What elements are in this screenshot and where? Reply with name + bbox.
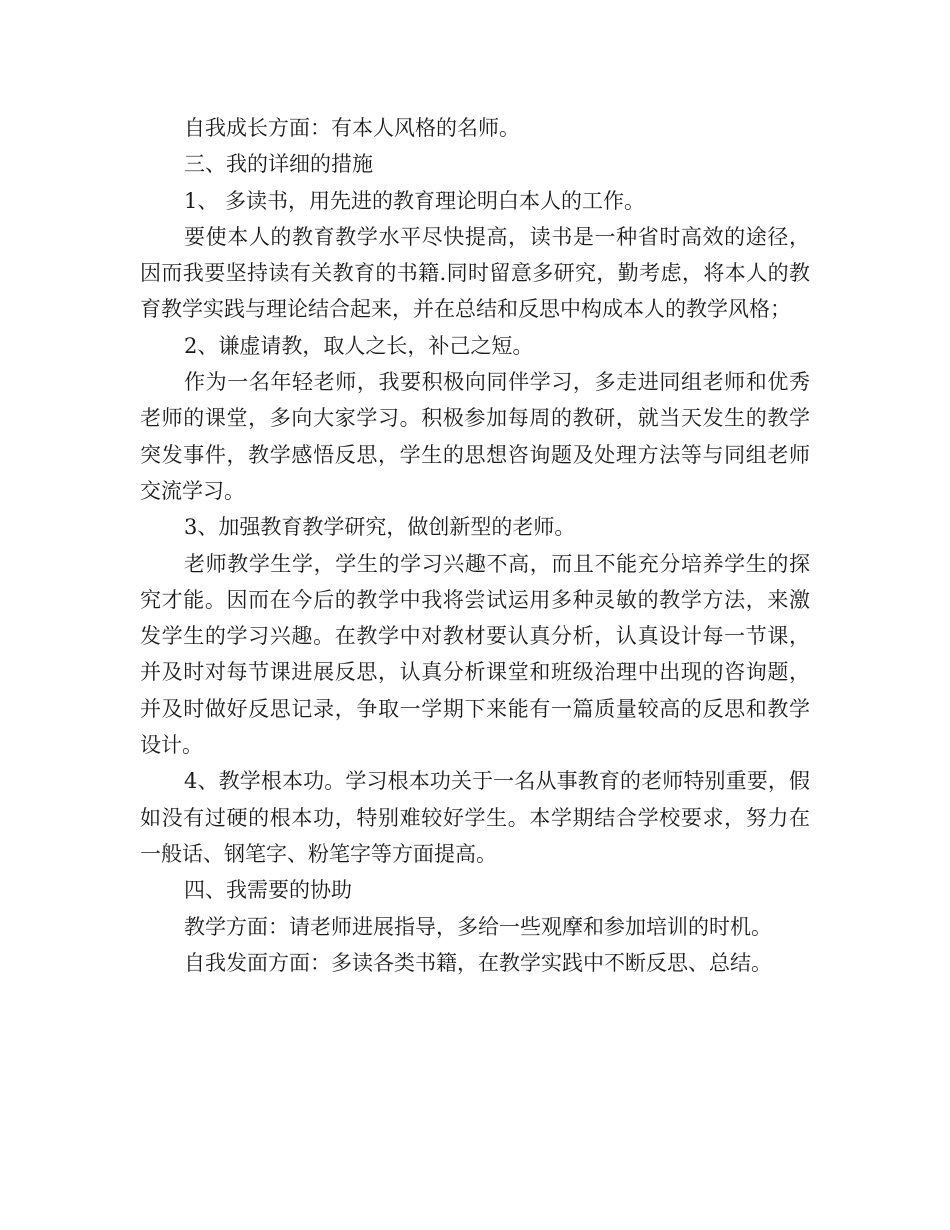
paragraph-ask-for-advice: 作为一名年轻老师，我要积极向同伴学习，多走进同组老师和优秀老师的课堂，多向大家学习。积极参加每周的教研，就当天发生的教学突发事件，教学感悟反思，学生的思想咨询题及处理方法等与同组老师交流学习。 <box>140 370 810 503</box>
paragraph-basic-skills: 4、教学根本功。学习根本功关于一名从事教育的老师特别重要，假如没有过硬的根本功，特别难较好学生。本学期结合学校要求，努力在一般话、钢笔字、粉笔字等方面提高。 <box>140 769 810 866</box>
item-heading-read-books: 1、 多读书，用先进的教育理论明白本人的工作。 <box>184 188 646 213</box>
paragraph-self-development: 自我发面方面：多读各类书籍，在教学实践中不断反思、总结。 <box>184 950 772 975</box>
item-heading-ask-for-advice: 2、谦虚请教，取人之长，补己之短。 <box>184 333 534 358</box>
document-body <box>140 110 810 981</box>
paragraph-read-books: 要使本人的教育教学水平尽快提高，读书是一种省时高效的途径，因而我要坚持读有关教育的书籍.同时留意多研究，勤考虑，将本人的教育教学实践与理论结合起来，并在总结和反思中构成本人的教学风格； <box>140 224 810 322</box>
paragraph-self-growth: 自我成长方面：有本人风格的名师。 <box>184 116 520 140</box>
paragraph-teaching-assistance: 教学方面：请老师进展指导，多给一些观摩和参加培训的时机。 <box>184 914 772 939</box>
item-heading-research: 3、加强教育教学研究，做创新型的老师。 <box>184 515 576 540</box>
paragraph-research: 老师教学生学，学生的学习兴趣不高，而且不能充分培养学生的探究才能。因而在今后的教学中我将尝试运用多种灵敏的教学方法，来激发学生的学习兴趣。在教学中对教材要认真分析，认真设计每一节课，并及时对每节课进展反思，认真分析课堂和班级治理中出现的咨询题，并及时做好反思记录，争取一学期下来能有一篇质量较高的反思和教学设计。 <box>140 551 810 758</box>
section-heading-assistance: 四、我需要的协助 <box>184 878 352 903</box>
section-heading-measures: 三、我的详细的措施 <box>184 152 373 177</box>
